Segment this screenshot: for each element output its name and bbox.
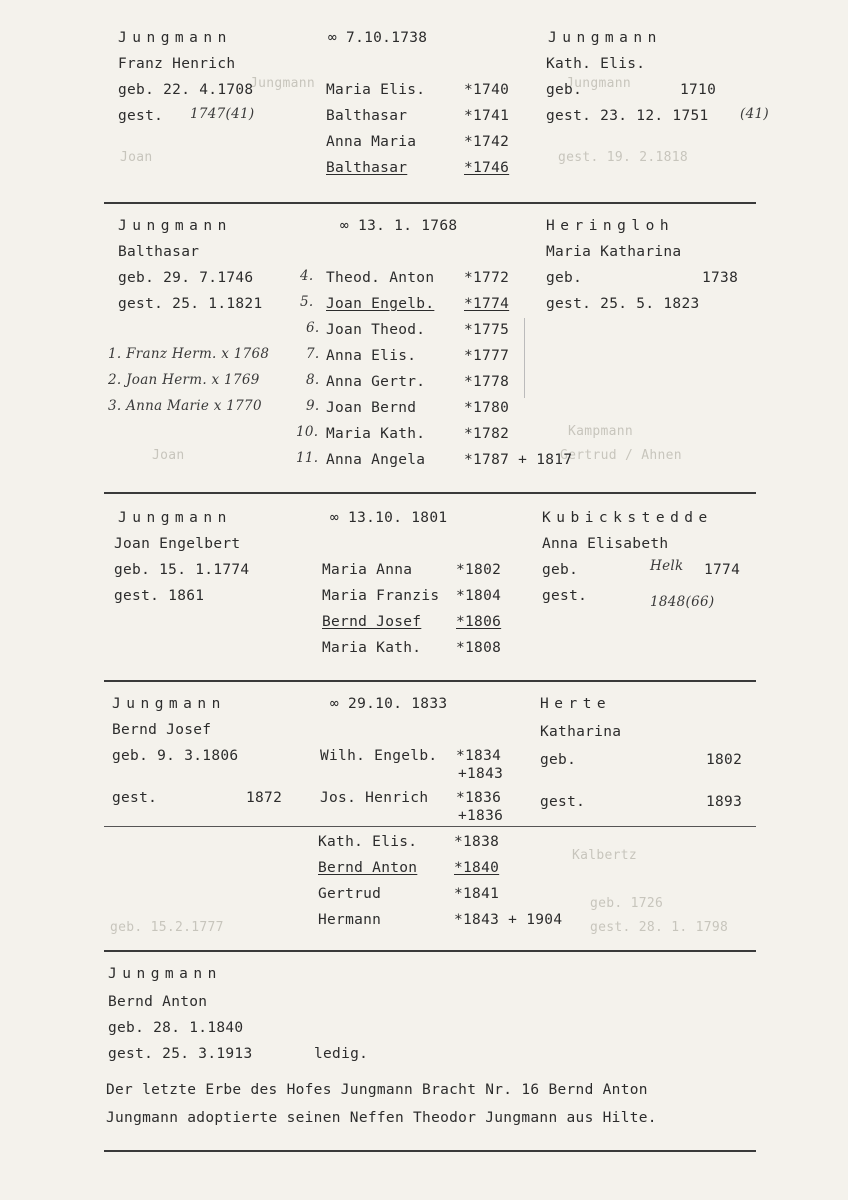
divider [104,680,756,682]
ghost-text: Joan [120,150,153,165]
child-name: Gertrud [318,886,382,902]
ghost-text: geb. 1726 [590,896,664,911]
husband-surname: Jungmann [118,218,232,234]
bracket-line [524,318,525,398]
child-number: 10. [296,424,319,440]
wife-born-year: 1802 [706,752,743,768]
child-number: 8. [306,372,320,388]
husband-died: gest. 25. 1.1821 [118,296,263,312]
child-name: Maria Franzis [322,588,440,604]
ghost-text: gest. 19. 2.1818 [558,150,689,165]
ghost-text: Kalbertz [572,848,638,863]
child-name: Balthasar [326,160,408,176]
husband-born: geb. 9. 3.1806 [112,748,239,764]
child-name: Kath. Elis. [318,834,418,850]
child-name: Bernd Josef [322,614,422,630]
marriage-date: ∞ 7.10.1738 [328,30,428,46]
child-year: *1806 [456,614,502,630]
child-number: 7. [306,346,320,362]
child-number: 4. [300,268,314,284]
child-year: *1775 [464,322,510,338]
divider [104,950,756,952]
husband-died-year: 1872 [246,790,283,806]
child-name: Anna Angela [326,452,426,468]
ghost-text: Jungmann [566,76,632,91]
husband-born: geb. 22. 4.1708 [118,82,254,98]
child-name: Theod. Anton [326,270,435,286]
husband-name: Balthasar [118,244,200,260]
marriage-date: ∞ 29.10. 1833 [330,696,448,712]
child-name: Maria Anna [322,562,413,578]
child-year: *1774 [464,296,510,312]
child-number: 11. [296,450,319,466]
divider [104,1150,756,1152]
husband-name: Joan Engelbert [114,536,241,552]
child-name: Bernd Anton [318,860,418,876]
wife-born-label: geb. [542,562,579,578]
child-year: *1780 [464,400,510,416]
wife-died: gest. 23. 12. 1751 [546,108,709,124]
child-year: *1787 + 1817 [464,452,573,468]
husband-name: Bernd Anton [108,994,208,1010]
child-year: *1741 [464,108,510,124]
wife-born-year: 1710 [680,82,717,98]
ghost-text: Joan [152,448,185,463]
husband-surname: Jungmann [118,510,232,526]
wife-surname: Jungmann [548,30,662,46]
child-name: Joan Bernd [326,400,417,416]
husband-died: gest. 1861 [114,588,205,604]
child-number: 6. [306,320,320,336]
child-year: *1840 [454,860,500,876]
child-name: Maria Kath. [326,426,426,442]
wife-surname: Heringloh [546,218,675,234]
child-name: Anna Elis. [326,348,417,364]
child-year: *1802 [456,562,502,578]
child-year: *1843 + 1904 [454,912,563,928]
wife-died: gest. 25. 5. 1823 [546,296,700,312]
wife-died-year: 1893 [706,794,743,810]
wife-surname: Kubickstedde [542,510,713,526]
wife-born-year: 1774 [704,562,741,578]
husband-born: geb. 15. 1.1774 [114,562,250,578]
child-name: Hermann [318,912,382,928]
child-year: *1808 [456,640,502,656]
child-name: Wilh. Engelb. [320,748,438,764]
ghost-text: geb. 15.2.1777 [110,920,224,935]
child-year: *1740 [464,82,510,98]
wife-surname: Herte [540,696,612,712]
husband-born: geb. 28. 1.1840 [108,1020,244,1036]
husband-surname: Jungmann [118,30,232,46]
husband-died-handwritten: 1747(41) [190,106,255,122]
child-death: +1843 [458,766,504,782]
child-year: *1782 [464,426,510,442]
husband-died: gest. [118,108,164,124]
closing-note-line-2: Jungmann adoptierte seinen Neffen Theodor Jungmann aus Hilte. [106,1110,657,1126]
marriage-date: ∞ 13.10. 1801 [330,510,448,526]
wife-born-label: geb. [546,270,583,286]
marriage-date: ∞ 13. 1. 1768 [340,218,458,234]
wife-died-handwritten: 1848(66) [650,594,715,610]
child-year: *1778 [464,374,510,390]
child-name: Maria Elis. [326,82,426,98]
ghost-text: gest. 28. 1. 1798 [590,920,729,935]
child-year: *1777 [464,348,510,364]
closing-note-line-1: Der letzte Erbe des Hofes Jungmann Bracht Nr. 16 Bernd Anton [106,1082,648,1098]
child-name: Maria Kath. [322,640,422,656]
divider [104,492,756,494]
child-year: *1804 [456,588,502,604]
marital-status: ledig. [314,1046,369,1062]
child-number: 9. [306,398,320,414]
child-name: Anna Maria [326,134,417,150]
wife-name: Katharina [540,724,622,740]
ghost-text: Jungmann [250,76,316,91]
child-year: *1834 [456,748,502,764]
husband-name: Bernd Josef [112,722,212,738]
child-year: *1838 [454,834,500,850]
margin-note: 1. Franz Herm. x 1768 [108,346,270,362]
child-year: *1772 [464,270,510,286]
child-year: *1841 [454,886,500,902]
wife-born-label: geb. [546,82,583,98]
wife-name: Anna Elisabeth [542,536,669,552]
child-year: *1742 [464,134,510,150]
child-year: *1836 [456,790,502,806]
husband-born: geb. 29. 7.1746 [118,270,254,286]
child-name: Jos. Henrich [320,790,429,806]
child-death: +1836 [458,808,504,824]
child-name: Joan Theod. [326,322,426,338]
wife-born-year: 1738 [702,270,739,286]
margin-note: 3. Anna Marie x 1770 [108,398,262,414]
child-year: *1746 [464,160,510,176]
wife-died-handwritten: (41) [740,106,769,122]
child-name: Anna Gertr. [326,374,426,390]
wife-born-handwritten: Helk [650,558,684,574]
wife-died-label: gest. [540,794,586,810]
ghost-text: Kampmann [568,424,634,439]
husband-died: gest. 25. 3.1913 [108,1046,253,1062]
ghost-text: Gertrud / Ahnen [560,448,682,463]
child-name: Joan Engelb. [326,296,435,312]
child-number: 5. [300,294,314,310]
wife-born-label: geb. [540,752,577,768]
margin-note: 2. Joan Herm. x 1769 [108,372,260,388]
husband-died-label: gest. [112,790,158,806]
husband-surname: Jungmann [108,966,222,982]
wife-name: Kath. Elis. [546,56,646,72]
divider-thin [104,826,756,827]
child-name: Balthasar [326,108,408,124]
wife-name: Maria Katharina [546,244,682,260]
husband-name: Franz Henrich [118,56,236,72]
husband-surname: Jungmann [112,696,226,712]
wife-died-label: gest. [542,588,588,604]
divider [104,202,756,204]
